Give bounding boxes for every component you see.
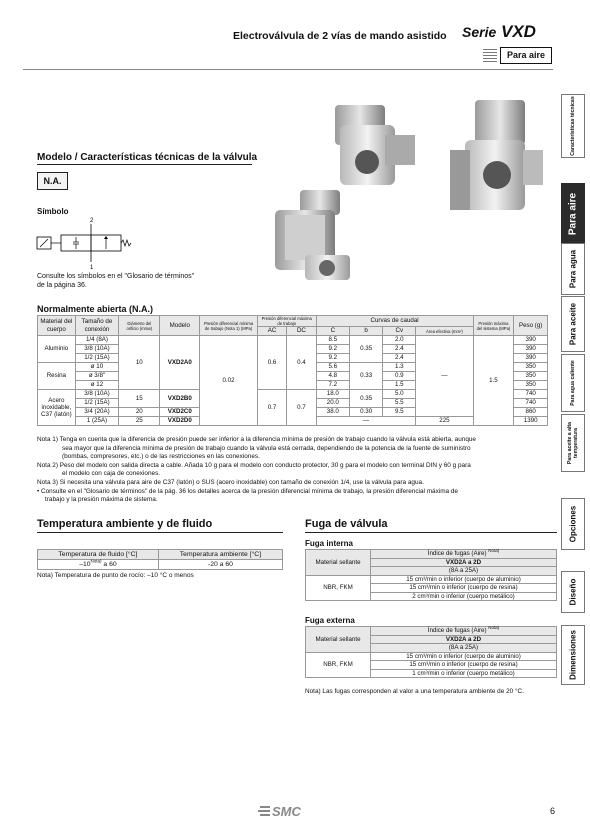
external-leak-table: Material sellante Índice de fugas (Aire) $^{Nota)}$ VXD2A a 2D (8A a 25A) NBR, FKM 15 cm³/min o inferior (cuerpo de aluminio) 15 cm³/min o inferior (cuerpo de resina) 1 cm³/min o inferior (cuerpo metálico) [305, 626, 557, 678]
internal-leak-table: Material sellante Índice de fugas (Aire) $^{Nota)}$ VXD2A a 2D (8A a 25A) NBR, FKM 15 cm³/min o inferior (cuerpo de aluminio) 15 cm³/min o inferior (cuerpo de resina) 2 cm³/min o inferior (cuerpo metálico) [305, 549, 557, 601]
col-max-pressure: Presión máxima del sistema (MPa) [473, 316, 514, 336]
temp-table: Temperatura de fluido [°C] Temperatura ambiente [°C] $-10^{Nota)}$ a 60 -20 a 60 [37, 549, 283, 570]
col-area: Área efectiva (mm²) [416, 327, 473, 336]
section-rule [37, 164, 252, 165]
svg-text:SMC: SMC [272, 804, 301, 819]
page-number: 6 [550, 806, 556, 816]
table-row: ø 3/8" 4.8 0.9 350 [38, 372, 548, 381]
specs-table [37, 315, 548, 426]
col-cv: Cv [383, 327, 416, 336]
leak-title: Fuga de válvula [305, 518, 388, 530]
table-row: Acero inoxidable, C37 (latón) 3/8 (10A) 15 VXD2B0 0.7 0.7 18.0 0.35 5.0 740 [38, 390, 548, 399]
col-max-diff: Presión diferencial máxima de trabajo [257, 316, 316, 327]
tab-para-agua-caliente[interactable]: Para agua caliente [561, 354, 585, 412]
temp-note: Nota) Temperatura de punto de rocío: –10 °C o menos [37, 572, 194, 579]
table-row: ø 12 7.2 1.5 350 [38, 381, 548, 390]
col-model: Modelo [160, 316, 200, 336]
table-row: Aluminio 1/4 (8A) 10 VXD2A0 0.02 0.6 0.4 8.5 0.35 2.0 — 1.5 390 [38, 336, 548, 345]
tab-para-aceite[interactable]: Para aceite [561, 296, 585, 352]
external-leak-title: Fuga externa [305, 616, 355, 625]
tab-para-agua[interactable]: Para agua [561, 243, 585, 295]
col-dc: DC [287, 327, 316, 336]
col-flow: Curvas de caudal [316, 316, 473, 327]
col-b: b [349, 327, 382, 336]
temp-rule [37, 532, 283, 533]
col-orifice: Diámetro del orificio (mmø) [119, 316, 160, 336]
table-row: 3/4 (20A) 20 VXD2C0 38.0 0.30 9.5 860 [38, 408, 548, 417]
table-row: 3/8 (10A) 9.2 2.4 390 [38, 345, 548, 354]
smc-logo [258, 803, 318, 819]
series-name: Serie VXD [462, 22, 536, 41]
valve-symbol-icon [33, 215, 133, 270]
tab-caracteristicas[interactable]: Características técnicas [561, 94, 585, 158]
col-ac: AC [257, 327, 286, 336]
symbol-note: Consulte los símbolos en el "Glosario de términos" de la página 36. [37, 273, 195, 289]
table-row: 1 (25A) 25 VXD2D0 — 225 1390 [38, 417, 548, 426]
section-title: Modelo / Características técnicas de la válvula [37, 152, 258, 163]
col-material: Material del cuerpo [38, 316, 76, 336]
tab-dimensiones[interactable]: Dimensiones [561, 625, 585, 685]
leak-note: Nota) Las fugas corresponden al valor a una temperatura ambiente de 20 °C. [305, 688, 524, 695]
table-row: 1/2 (15A) 9.2 2.4 390 [38, 354, 548, 363]
table-notes: Nota 1) Tenga en cuenta que la diferencia de presión puede ser inferior a la diferencia mínima de presión de trabajo cuando la válvula está abierta, aunque sea mayor que la diferencia mínima de presión de trabajo cuando la válvula está cerrada, dependiendo de la potencia de la fuente de suministro (bombas, compresores, etc.) o de las restricciones en las conexiones. Nota 2) Peso del modelo con salida directa a cable. Añada 10 g para el modelo con conducto protector, 30 g para el modelo con terminal DIN y 60 g para el modelo con caja de conexiones. Nota 3) Si necesita una válvula para aire de C37 (latón) o SUS (acero inoxidable) con tamaño de conexión 1/4, use la válvula para agua. • Consulte en el "Glosario de términos" de la pág. 36 los detalles acerca de la presión diferencial mínima de trabajo, la presión diferencial máxima de trabajo y la presión máxima de sistema. [37, 436, 476, 504]
temp-title: Temperatura ambiente y de fluido [37, 518, 213, 530]
stripes-icon [483, 48, 497, 62]
col-weight: Peso (g) [514, 316, 548, 336]
table-row: Resina ø 10 5.6 0.33 1.3 350 [38, 363, 548, 372]
product-photo [255, 80, 545, 285]
tab-diseno[interactable]: Diseño [561, 571, 585, 613]
header-divider [23, 69, 553, 70]
col-min-pressure: Presión diferencial mínima de trabajo (Nota 1) (MPa) [200, 316, 258, 336]
na-label: N.A. [37, 172, 68, 190]
tab-para-aceite-alta-temperatura[interactable]: Para aceite a alta temperatura [561, 414, 585, 472]
svg-text:1: 1 [90, 265, 94, 270]
tab-para-aire[interactable]: Para aire [561, 183, 585, 245]
tab-opciones[interactable]: Opciones [561, 498, 585, 550]
na-table-title: Normalmente abierta (N.A.) [37, 304, 154, 314]
table-row: 1/2 (15A) 20.0 5.5 740 [38, 399, 548, 408]
leak-rule [305, 532, 557, 533]
svg-text:2: 2 [90, 218, 94, 224]
internal-leak-title: Fuga interna [305, 539, 354, 548]
symbol-title: Símbolo [37, 207, 69, 216]
category-badge: Para aire [500, 47, 552, 64]
col-size: Tamaño de conexión [75, 316, 119, 336]
page-header-title: Electroválvula de 2 vías de mando asistido [233, 30, 447, 42]
col-c: C [316, 327, 349, 336]
